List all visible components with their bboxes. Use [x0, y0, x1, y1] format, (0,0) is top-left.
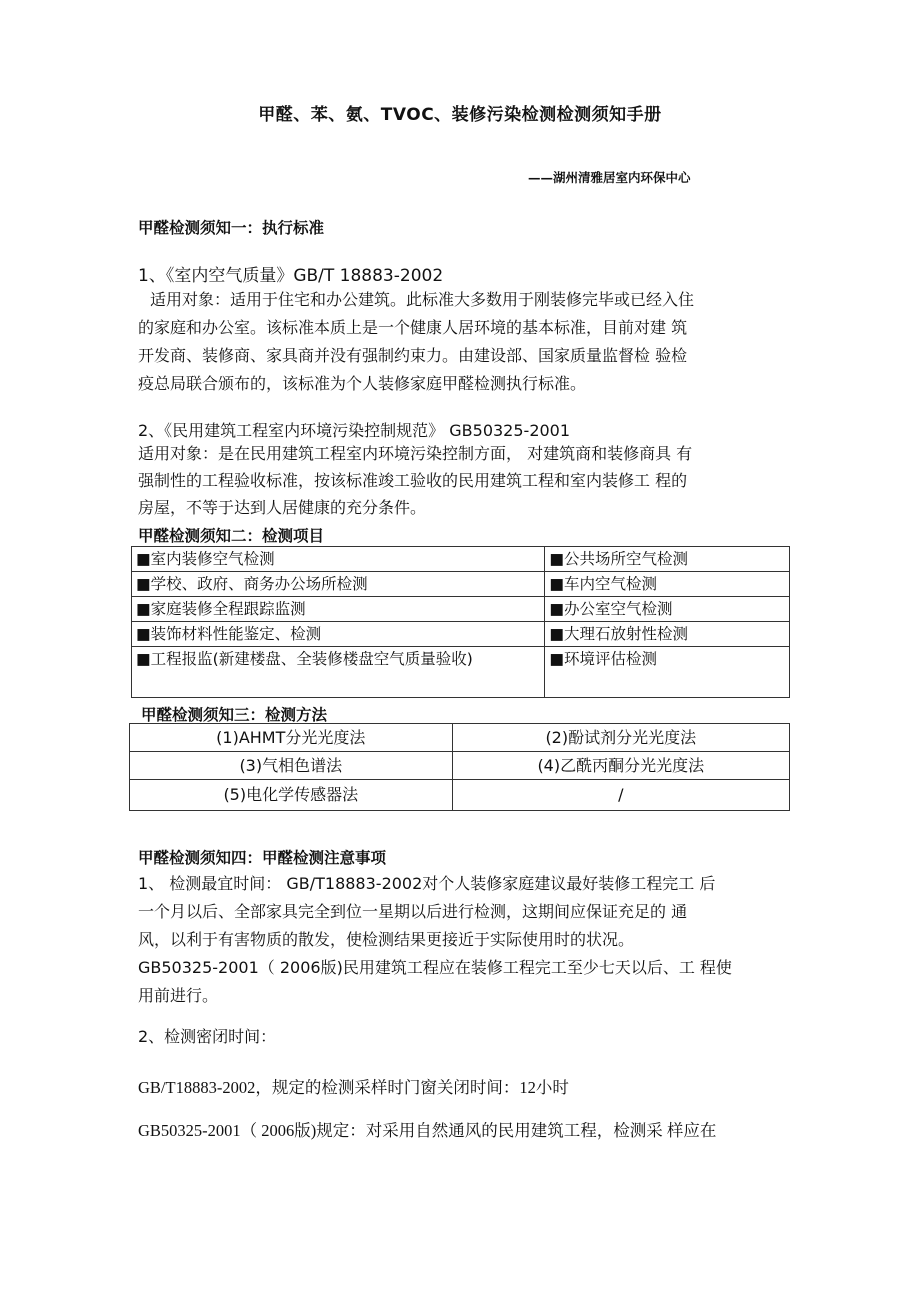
notice-line: 一个月以后、全部家具完全到位一星期以后进行检测，这期间应保证充足的 通: [138, 902, 688, 921]
section4-heading: 甲醛检测须知四：甲醛检测注意事项: [138, 849, 387, 867]
table-cell: ■装饰材料性能鉴定、检测: [132, 622, 545, 647]
table-cell: ■工程报监(新建楼盘、全装修楼盘空气质量验收): [132, 647, 545, 698]
standard1-line: 适用对象：适用于住宅和办公建筑。此标准大多数用于刚装修完毕或已经入住: [150, 290, 695, 309]
standard2-line: 房屋，不等于达到人居健康的充分条件。: [138, 498, 427, 517]
sealing-time-para: GB50325-2001（ 2006版)规定：对采用自然通风的民用建筑工程，检测采 样应在: [138, 1121, 717, 1140]
sealing-time-para: GB/T18883-2002，规定的检测采样时门窗关闭时间：12小时: [138, 1078, 569, 1097]
table-cell: (5)电化学传感器法: [130, 780, 453, 811]
table-row: [130, 752, 790, 780]
table-cell: (2)酚试剂分光光度法: [452, 724, 789, 752]
table-cell: ■办公室空气检测: [545, 597, 790, 622]
standard1-title: 1、《室内空气质量》GB/T 18883-2002: [138, 266, 444, 286]
table-cell: ■公共场所空气检测: [545, 547, 790, 572]
table-row: [132, 547, 790, 572]
table-cell: ■车内空气检测: [545, 572, 790, 597]
table-cell: (4)乙酰丙酮分光光度法: [452, 752, 789, 780]
detection-items-table: [131, 546, 790, 698]
standard1-line: 开发商、装修商、家具商并没有强制约束力。由建设部、国家质量监督检 验检: [138, 346, 688, 365]
section2-heading: 甲醛检测须知二：检测项目: [138, 527, 325, 545]
table-row: [130, 724, 790, 752]
table-row: [130, 780, 790, 811]
table-cell: ■室内装修空气检测: [132, 547, 545, 572]
standard1-line: 的家庭和办公室。该标准本质上是一个健康人居环境的基本标准，目前对建 筑: [138, 318, 688, 337]
notice-line: 1、 检测最宜时间： GB/T18883-2002对个人装修家庭建议最好装修工程完工 后: [138, 874, 716, 893]
section1-heading: 甲醛检测须知一：执行标准: [138, 219, 325, 237]
notice-line: 用前进行。: [138, 986, 219, 1005]
table-row: [132, 572, 790, 597]
standard2-title: 2、《民用建筑工程室内环境污染控制规范》 GB50325-2001: [138, 421, 571, 440]
table-row: [132, 597, 790, 622]
table-cell: ■学校、政府、商务办公场所检测: [132, 572, 545, 597]
table-cell: ■家庭装修全程跟踪监测: [132, 597, 545, 622]
table-row: [132, 622, 790, 647]
table-cell: (1)AHMT分光光度法: [130, 724, 453, 752]
standard2-line: 强制性的工程验收标准，按该标准竣工验收的民用建筑工程和室内装修工 程的: [138, 471, 688, 490]
detection-methods-table: [129, 723, 790, 811]
standard2-line: 适用对象：是在民用建筑工程室内环境污染控制方面， 对建筑商和装修商具 有: [138, 444, 693, 463]
page-subtitle: ——湖州清雅居室内环保中心: [528, 170, 691, 185]
standard1-line: 疫总局联合颁布的，该标准为个人装修家庭甲醛检测执行标准。: [138, 374, 587, 393]
table-row: [132, 647, 790, 698]
notice-line: 风，以利于有害物质的散发，使检测结果更接近于实际使用时的状况。: [138, 930, 635, 949]
table-cell: ■环境评估检测: [545, 647, 790, 698]
page-title: 甲醛、苯、氨、TVOC、装修污染检测检测须知手册: [258, 105, 662, 125]
table-cell: /: [452, 780, 789, 811]
table-cell: (3)气相色谱法: [130, 752, 453, 780]
sealing-time-title: 2、检测密闭时间：: [138, 1027, 277, 1046]
section3-heading: 甲醛检测须知三：检测方法: [141, 706, 328, 724]
notice-line: GB50325-2001（ 2006版)民用建筑工程应在装修工程完工至少七天以后、工 程使: [138, 958, 732, 977]
table-cell: ■大理石放射性检测: [545, 622, 790, 647]
